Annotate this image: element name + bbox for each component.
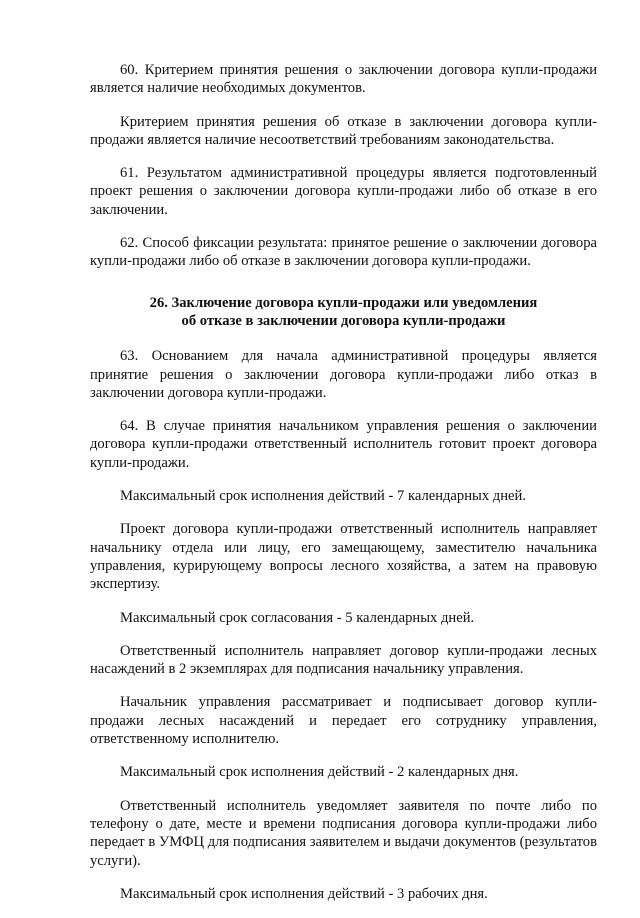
heading-line-2: об отказе в заключении договора купли-продажи <box>181 312 506 329</box>
paragraph-max-approval-5-days: Максимальный срок согласования - 5 календарных дней. <box>120 609 475 626</box>
paragraph-head-signs-contract: Начальник управления рассматривает и подписывает договор купли-продажи лесных насаждений и передает его сотруднику управления, ответственному исполнителю. <box>90 694 597 748</box>
paragraph-draft-contract-routing: Проект договора купли-продажи ответственный исполнитель направляет начальнику отдела или лицу, его замещающему, заместителю начальника управления, курирующему вопросы лесного хозяйства, а затем на правовую экспертизу. <box>90 521 597 593</box>
paragraph-max-term-2-days: Максимальный срок исполнения действий - 2 календарных дня. <box>120 764 519 781</box>
paragraph-contract-for-signing: Ответственный исполнитель направляет договор купли-продажи лесных насаждений в 2 экземплярах для подписания начальнику управления. <box>90 642 597 678</box>
paragraph-63: 63. Основанием для начала административной процедуры является принятие решения о заключении договора купли-продажи либо отказ в заключении договора купли-продажи. <box>90 348 597 401</box>
paragraph-max-term-3-working-days: Максимальный срок исполнения действий - 3 рабочих дня. <box>120 885 488 902</box>
paragraph-64: 64. В случае принятия начальником управления решения о заключении договора купли-продажи ответственный исполнитель готовит проект договора купли-продажи. <box>90 418 597 471</box>
paragraph-refusal-criterion: Критерием принятия решения об отказе в заключении договора купли-продажи является наличие несоответствий требованиям законодательства. <box>90 113 597 148</box>
section-heading-26 <box>90 294 597 331</box>
paragraph-60: 60. Критерием принятия решения о заключении договора купли-продажи является наличие необходимых документов. <box>90 62 597 97</box>
paragraph-61: 61. Результатом административной процедуры является подготовленный проект решения о заключении договора купли-продажи либо об отказе в его заключении. <box>90 165 597 218</box>
paragraph-62: 62. Способ фиксации результата: принятое решение о заключении договора купли-продажи либо об отказе в заключении договора купли-продажи. <box>90 235 597 270</box>
heading-line-1: 26. Заключение договора купли-продажи или уведомления <box>149 294 538 311</box>
document-page <box>90 61 597 918</box>
paragraph-notify-applicant: Ответственный исполнитель уведомляет заявителя по почте либо по телефону о дате, месте и времени подписания договора купли-продажи либо передает в УМФЦ для подписания заявителем и выдачи документов (результатов услуги). <box>90 797 597 869</box>
paragraph-max-term-7-days: Максимальный срок исполнения действий - 7 календарных дней. <box>120 488 526 505</box>
